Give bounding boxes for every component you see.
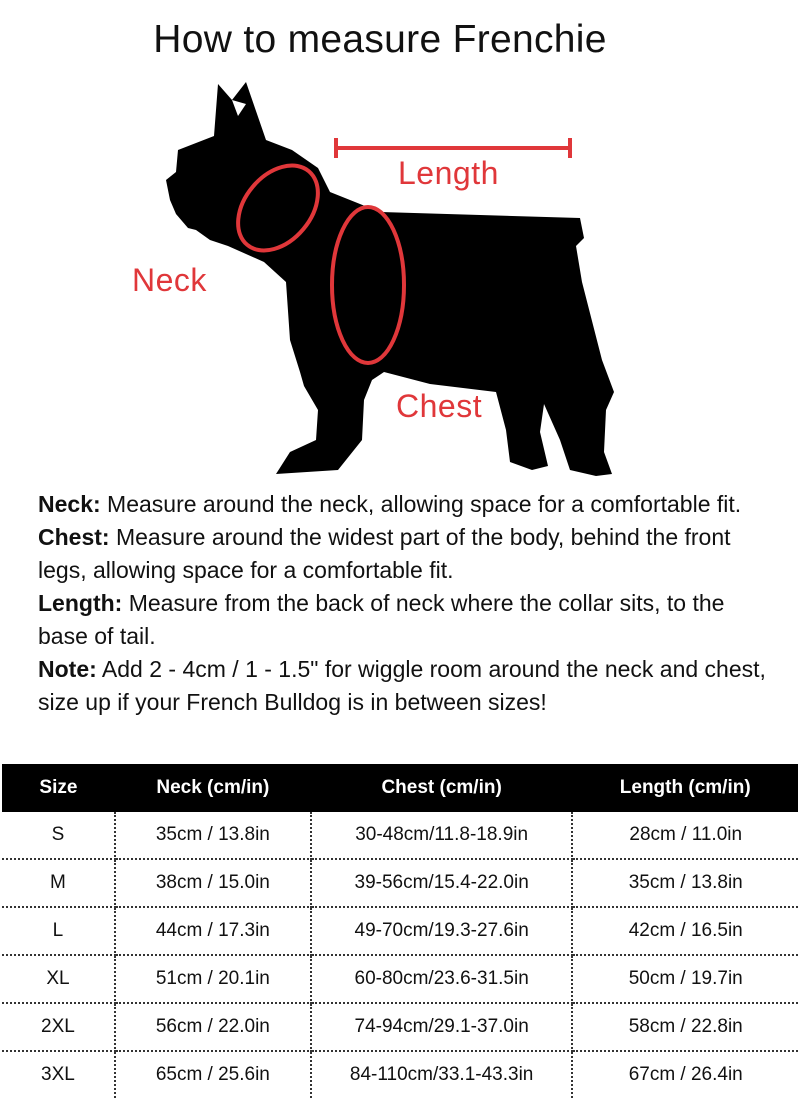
cell-length: 58cm / 22.8in [572,1003,798,1051]
dog-body [166,82,614,476]
table-row [2,1051,798,1098]
cell-size: L [2,907,115,955]
table-row [2,955,798,1003]
size-chart-table [2,764,798,1098]
cell-size: 3XL [2,1051,115,1098]
instruction-length: Length: Measure from the back of neck where the collar sits, to the base of tail. [38,590,725,649]
cell-neck: 51cm / 20.1in [115,955,311,1003]
cell-neck: 38cm / 15.0in [115,859,311,907]
header-length: Length (cm/in) [572,764,798,812]
cell-length: 28cm / 11.0in [572,812,798,859]
cell-neck: 44cm / 17.3in [115,907,311,955]
cell-size: S [2,812,115,859]
measurement-instructions [38,488,778,719]
cell-length: 35cm / 13.8in [572,859,798,907]
instruction-neck: Neck: Measure around the neck, allowing space for a comfortable fit. [38,491,742,517]
neck-label: Neck [132,262,207,298]
length-label: Length [398,155,499,191]
cell-neck: 65cm / 25.6in [115,1051,311,1098]
page-title: How to measure Frenchie [153,18,607,61]
table-row [2,859,798,907]
instruction-note: Note: Add 2 - 4cm / 1 - 1.5" for wiggle room around the neck and chest, size up if your French Bulldog is in between sizes! [38,656,766,715]
cell-length: 50cm / 19.7in [572,955,798,1003]
cell-neck: 56cm / 22.0in [115,1003,311,1051]
cell-neck: 35cm / 13.8in [115,812,311,859]
cell-chest: 30-48cm/11.8-18.9in [311,812,573,859]
instruction-chest: Chest: Measure around the widest part of the body, behind the front legs, allowing space for a comfortable fit. [38,524,731,583]
cell-chest: 60-80cm/23.6-31.5in [311,955,573,1003]
cell-chest: 84-110cm/33.1-43.3in [311,1051,573,1098]
header-size: Size [2,764,115,812]
cell-length: 42cm / 16.5in [572,907,798,955]
french-bulldog-silhouette-icon [0,70,800,490]
cell-size: M [2,859,115,907]
cell-size: XL [2,955,115,1003]
cell-chest: 39-56cm/15.4-22.0in [311,859,573,907]
table-row [2,907,798,955]
header-chest: Chest (cm/in) [311,764,573,812]
table-row [2,1003,798,1051]
cell-size: 2XL [2,1003,115,1051]
header-neck: Neck (cm/in) [115,764,311,812]
table-row [2,812,798,859]
cell-chest: 74-94cm/29.1-37.0in [311,1003,573,1051]
table-header-row [2,764,798,812]
cell-length: 67cm / 26.4in [628,1064,743,1085]
chest-label: Chest [396,388,483,424]
cell-chest: 49-70cm/19.3-27.6in [311,907,573,955]
